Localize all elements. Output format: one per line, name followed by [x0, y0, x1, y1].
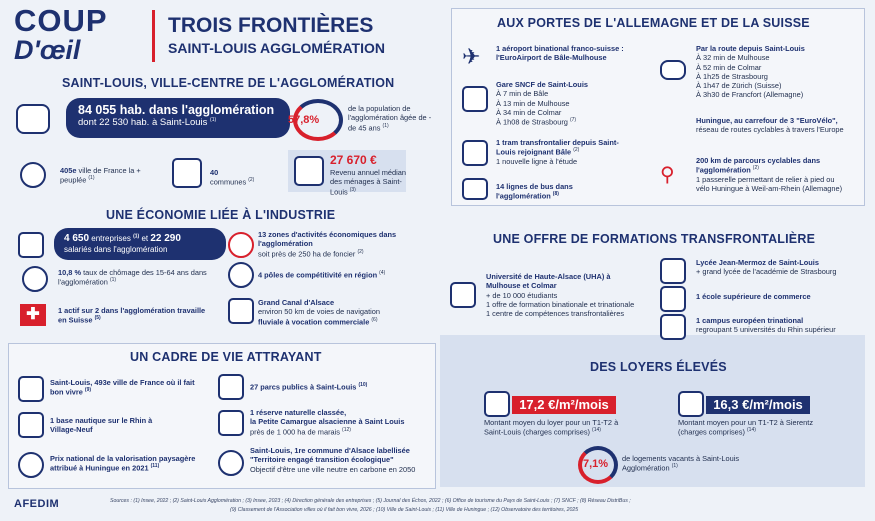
lifestyle-b2-ref: (12)	[342, 426, 351, 433]
population-pill	[66, 98, 290, 138]
road-line2: À 52 min de Colmar	[696, 62, 762, 72]
unemployment-row	[58, 268, 228, 287]
lycee-row	[696, 258, 861, 277]
lifestyle-b2-text: près de 1 000 ha de marais	[250, 426, 340, 436]
uha-title: Université de Haute-Alsace (UHA) à Mulhouse et Colmar	[486, 272, 611, 291]
car-icon	[660, 60, 686, 80]
tram-row	[496, 138, 636, 166]
lifestyle-b3-text: Objectif d'être une ville neutre en carbone en 2050	[250, 464, 416, 474]
lifestyle-b2-name: la Petite Camargue alsacienne à Saint Louis	[250, 417, 405, 427]
bus-icon	[462, 178, 488, 200]
people-icon	[16, 104, 50, 134]
employees-area: dans l'agglomération	[93, 245, 168, 254]
bus-ref: (8)	[552, 191, 559, 198]
canal-text-2: fluviale à vocation commerciale	[258, 316, 370, 326]
ship-icon	[228, 298, 254, 324]
train-line4: À 1h08 de Strasbourg	[496, 117, 568, 127]
eurovelo-row	[696, 116, 856, 135]
rent-saint-louis-ref: (14)	[592, 427, 601, 434]
train-line1: À 7 min de Bâle	[496, 89, 549, 99]
swiss-row	[58, 306, 208, 325]
lifestyle-b1: 27 parcs publics à Saint-Louis	[250, 382, 357, 392]
lifestyle-a1-row	[50, 378, 200, 397]
airport-line1: 1 aéroport binational franco-suisse :	[496, 44, 624, 53]
unemployment-ref: (1)	[109, 277, 117, 284]
tram-text: 1 nouvelle ligne à l'étude	[496, 156, 578, 166]
vacancy-ref: (1)	[671, 463, 678, 470]
airport-row	[496, 44, 676, 63]
zones-ref: (2)	[357, 248, 364, 255]
canal-text: environ 50 km de voies de navigation	[258, 307, 381, 317]
youth-text-row	[348, 104, 438, 132]
bus-text: 14 lignes de bus dans l'agglomération	[496, 182, 573, 201]
uha-students: + de 10 000 étudiants	[486, 290, 558, 300]
chart-people-icon	[18, 232, 44, 258]
swiss-text: 1 actif sur 2 dans l'agglomération travaille en Suisse	[58, 306, 206, 325]
lifestyle-a1: Saint-Louis, 493e ville de France où il fait bon vivre	[50, 378, 195, 397]
lifestyle-a3: Prix national de la valorisation paysagère attribué à Huningue en 2021	[50, 454, 196, 473]
logo	[14, 3, 144, 66]
lycee-text: + grand lycée de l'académie de Strasbourg	[696, 267, 837, 277]
rank-text: ville de France la + peuplée	[60, 166, 141, 185]
header-divider	[152, 10, 155, 62]
population-ref: (1)	[210, 117, 217, 123]
section-rent-title: DES LOYERS ÉLEVÉS	[590, 360, 727, 374]
road-line1: À 32 min de Mulhouse	[696, 53, 770, 63]
revenue-text: Revenu annuel médian des ménages à Saint-Louis	[330, 168, 407, 196]
employees-count: 22 290	[150, 233, 181, 244]
campus-text: regroupant 5 universités du Rhin supérieur	[696, 325, 836, 335]
boat-icon	[18, 412, 44, 438]
revenue-ref: (3)	[349, 186, 356, 193]
footer-brand: AFEDIM	[14, 498, 60, 510]
communes-number: 40	[210, 168, 219, 177]
header-title: TROIS FRONTIÈRES	[168, 14, 374, 37]
rent-sierentz-text: Montant moyen pour un T1-T2 à Sierentz (charges comprises)	[678, 418, 814, 437]
canal-row	[258, 298, 408, 326]
tram-title: 1 tram transfrontalier depuis Saint-Louis rejoignant Bâle	[496, 138, 619, 157]
road-line3: À 1h25 de Strasbourg	[696, 71, 768, 81]
train-line2: À 13 min de Mulhouse	[496, 98, 570, 108]
youth-ref: (1)	[382, 122, 389, 129]
lifestyle-b1-row	[250, 382, 420, 392]
park-icon	[218, 374, 244, 400]
lifestyle-a1-ref: (9)	[84, 387, 92, 394]
lifestyle-b2-title: 1 réserve naturelle classée,	[250, 408, 347, 417]
lifestyle-a3-row	[50, 454, 210, 473]
section-lifestyle-title: UN CADRE DE VIE ATTRAYANT	[130, 350, 322, 364]
medal-icon	[18, 452, 44, 478]
train-icon	[462, 86, 488, 112]
enterprises-ref: (1)	[133, 233, 140, 240]
rent-sierentz-value: 16,3 €/m²/mois	[706, 396, 810, 414]
zones-text: soit près de 250 ha de foncier	[258, 248, 356, 258]
rank-number: 405e	[60, 166, 77, 175]
unemployment-text: taux de chômage des 15-64 ans dans l'agglomération	[58, 268, 207, 287]
percent-icon	[22, 266, 48, 292]
lycee-title: Lycée Jean-Mermoz de Saint-Louis	[696, 258, 819, 267]
campus-row	[696, 316, 861, 335]
section-training-title: UNE OFFRE DE FORMATIONS TRANSFRONTALIÈRE	[493, 232, 816, 246]
vacancy-text: de logements vacants à Saint-Louis Agglomération	[622, 454, 740, 473]
reserve-icon	[218, 410, 244, 436]
poles-row	[258, 270, 408, 280]
train-row	[496, 80, 676, 127]
euro-icon	[228, 232, 254, 258]
lifestyle-b1-ref: (10)	[358, 382, 368, 388]
swiss-ref: (5)	[94, 315, 101, 322]
rank-row	[60, 166, 160, 185]
plane-icon: ✈	[462, 44, 481, 69]
communes-text: communes	[210, 177, 247, 187]
airport-line2: l'EuroAirport de Bâle-Mulhouse	[496, 53, 607, 63]
business-school-icon	[660, 286, 686, 312]
header-subtitle: SAINT-LOUIS AGGLOMÉRATION	[168, 40, 385, 56]
rent-sierentz-ref: (14)	[747, 427, 756, 434]
section-borders-title: AUX PORTES DE L'ALLEMAGNE ET DE LA SUISSE	[497, 16, 810, 30]
uha-row	[486, 272, 646, 318]
lifestyle-b2-row	[250, 408, 430, 436]
road-line5: À 3h30 de Francfort (Allemagne)	[696, 90, 804, 100]
poles-text: 4 pôles de compétitivité en région	[258, 270, 378, 280]
swiss-flag-icon: ✚	[20, 304, 46, 326]
enterprises-and: et	[141, 234, 149, 243]
enterprises-pill	[54, 228, 226, 260]
road-row	[696, 44, 856, 100]
train-ref: (7)	[569, 117, 577, 123]
logo-line2: D'œil	[14, 35, 81, 65]
youth-percent: 57,8%	[288, 114, 320, 126]
canal-ref: (6)	[371, 316, 378, 323]
rent-saint-louis-value: 17,2 €/m²/mois	[512, 396, 616, 414]
school-icon	[660, 258, 686, 284]
youth-text: de la population de l'agglomération âgée de - de 45 ans	[348, 104, 432, 132]
rent-sierentz-row	[678, 418, 828, 437]
footer-sources-line1: Sources : (1) Insee, 2022 ; (2) Saint-Louis Agglomération ; (3) Insee, 2023 ; (4) Direction générale des entreprises ; (5) Journal des Échos, 2022 ; (6) Office de tourisme du Pays de Saint-Louis ; (7) SNCF ; (8) Réseau DistriBus ;	[110, 498, 631, 504]
buildings-icon	[172, 158, 202, 188]
enterprises-count: 4 650	[64, 233, 90, 244]
house-icon-2	[678, 391, 704, 417]
population-sub-row	[78, 117, 278, 128]
rank-ref: (1)	[88, 175, 95, 182]
eurovelo-title: Huningue, au carrefour de 3 "EuroVélo",	[696, 116, 838, 125]
communes-ref: (2)	[248, 177, 255, 184]
bus-row	[496, 182, 606, 201]
zones-row	[258, 230, 398, 258]
uha-offer: 1 offre de formation binationale et trinationale	[486, 299, 635, 309]
revenue-number: 27 670 €	[330, 153, 377, 167]
ecole-text: 1 école supérieure de commerce	[696, 292, 811, 301]
graduation-icon	[450, 282, 476, 308]
zones-title: 13 zones d'activités économiques dans l'agglomération	[258, 230, 397, 249]
vacancy-row	[622, 454, 742, 473]
campus-title: 1 campus européen trinational	[696, 316, 804, 325]
rent-saint-louis-row	[484, 418, 634, 437]
lifestyle-a3-ref: (11)	[150, 463, 160, 470]
road-title: Par la route depuis Saint-Louis	[696, 44, 805, 53]
unemployment-rate: 10,8 %	[58, 268, 82, 277]
train-line3: À 34 min de Colmar	[496, 107, 562, 117]
tram-ref: (2)	[573, 147, 580, 154]
cycle-ref: (2)	[752, 165, 759, 172]
city-icon	[18, 376, 44, 402]
lifestyle-a2: 1 base nautique sur le Rhin à Village-Neuf	[50, 416, 153, 435]
lifestyle-b3-row	[250, 446, 435, 474]
population-sub: dont 22 530 hab. à Saint-Louis	[78, 117, 208, 129]
population-main: 84 055 hab. dans l'agglomération	[78, 103, 275, 117]
logo-line1: COUP	[14, 3, 108, 38]
communes-row	[210, 168, 254, 187]
eurovelo-text: réseau de routes cyclables à travers l'Europe	[696, 125, 844, 135]
uha-center: 1 centre de compétences transfrontalières	[486, 309, 625, 318]
enterprises-label: entreprises	[91, 234, 131, 243]
cycle-row	[696, 156, 846, 193]
gear-icon	[228, 262, 254, 288]
section-economy-title: UNE ÉCONOMIE LIÉE À L'INDUSTRIE	[106, 208, 336, 222]
cycle-text: 1 passerelle permettant de relier à pied ou vélo Huningue à Weil-am-Rhein (Allemagne)	[696, 174, 843, 194]
canal-title: Grand Canal d'Alsace	[258, 298, 335, 307]
hands-icon	[20, 162, 46, 188]
lifestyle-b3-title: Saint-Louis, 1re commune d'Alsace labellisée	[250, 446, 410, 455]
campus-icon	[660, 314, 686, 340]
house-icon	[484, 391, 510, 417]
tram-icon	[462, 140, 488, 166]
section-population-title: SAINT-LOUIS, VILLE-CENTRE DE L'AGGLOMÉRATION	[62, 76, 395, 90]
family-icon	[294, 156, 324, 186]
vacancy-percent: 7,1%	[583, 458, 609, 470]
train-title: Gare SNCF de Saint-Louis	[496, 80, 588, 89]
rent-saint-louis-text: Montant moyen du loyer pour un T1-T2 à Saint-Louis (charges comprises)	[484, 418, 619, 437]
road-line4: À 1h47 de Zürich (Suisse)	[696, 81, 782, 90]
bicycle-icon: ⚲	[660, 164, 675, 186]
lifestyle-b3-label: "Territoire engagé transition écologique"	[250, 455, 394, 465]
poles-ref: (4)	[379, 270, 386, 276]
cycle-title: 200 km de parcours cyclables dans l'agglomération	[696, 156, 821, 175]
globe-icon	[218, 450, 244, 476]
employees-label: salariés	[64, 245, 92, 254]
revenue-row	[330, 168, 408, 196]
footer-sources-line2: (9) Classement de l'Association villes où il fait bon vivre, 2026 ; (10) Ville de Saint-Louis ; (11) Ville de Huningue ; (12) Observatoire des territoires, 2025	[230, 507, 579, 513]
